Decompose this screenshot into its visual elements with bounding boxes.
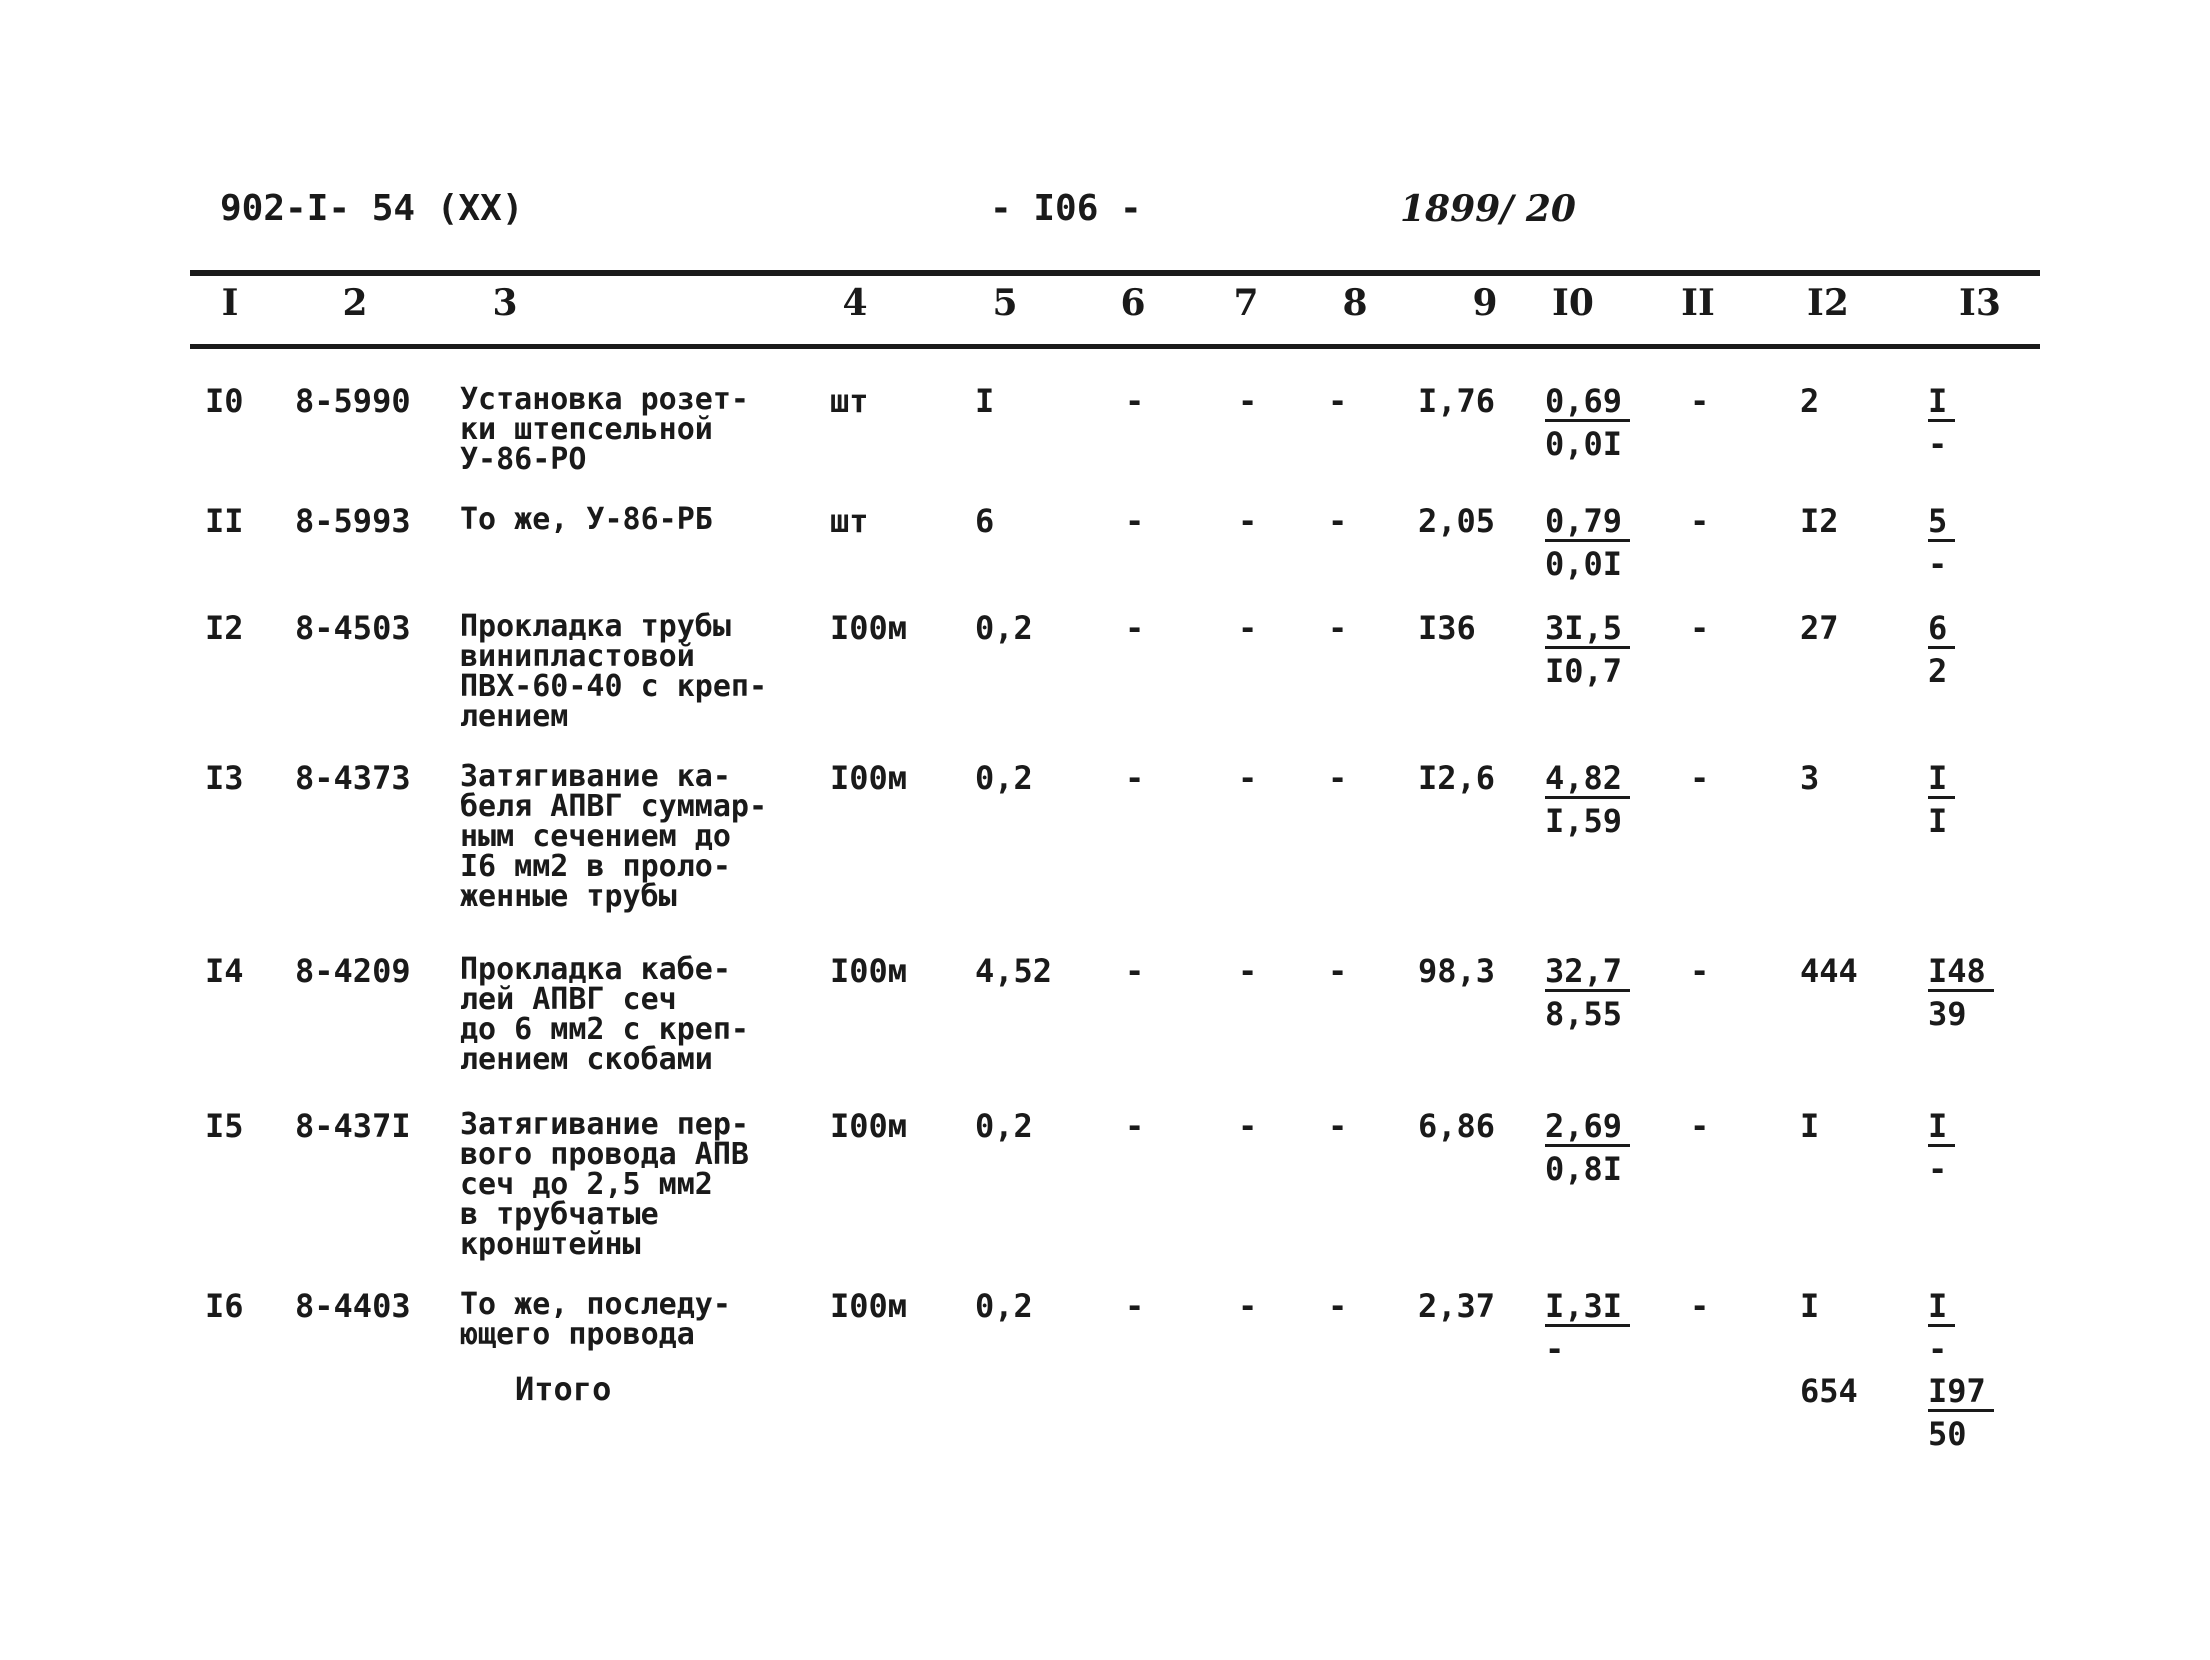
cell-c7: -	[1238, 502, 1258, 540]
fraction-denominator: -	[1928, 425, 1948, 463]
cell-c6: -	[1125, 609, 1145, 647]
cell-description	[460, 1107, 749, 1262]
cell-c1: I5	[205, 1107, 244, 1145]
cell-c7: -	[1238, 952, 1258, 990]
column-number: 5	[992, 282, 1018, 324]
column-number: 8	[1342, 282, 1368, 324]
cell-c9: 2,37	[1418, 1287, 1496, 1325]
fraction-numerator: 3I,5	[1545, 612, 1630, 649]
cell-c8: -	[1328, 609, 1348, 647]
cell-c2: 8-4403	[295, 1287, 411, 1325]
cell-c6: -	[1125, 382, 1145, 420]
handwritten-number: 1899/ 20	[1400, 188, 1576, 230]
cell-c9: 6,86	[1418, 1107, 1496, 1145]
column-number: 7	[1233, 282, 1259, 324]
cell-c2: 8-5990	[295, 382, 411, 420]
cell-c5: 0,2	[975, 609, 1033, 647]
header-rule	[190, 344, 2040, 349]
description-line: То же, последу-	[460, 1287, 731, 1322]
cell-c1: I0	[205, 382, 244, 420]
fraction-numerator: I,3I	[1545, 1290, 1630, 1327]
cell-c12: I	[1800, 1107, 1820, 1145]
column-number: II	[1681, 282, 1715, 324]
fraction-denominator: I0,7	[1545, 652, 1623, 690]
cell-c13-fraction	[1928, 502, 1955, 583]
cell-c6: -	[1125, 502, 1145, 540]
total-c13-den: 50	[1928, 1415, 1967, 1453]
total-c13	[1928, 1372, 1994, 1453]
fraction-denominator: -	[1545, 1330, 1565, 1368]
cell-description	[460, 502, 713, 537]
fraction-numerator: 0,69	[1545, 385, 1630, 422]
cell-c13-fraction	[1928, 1107, 1955, 1188]
description-line: Прокладка кабе-	[460, 952, 731, 987]
fraction-numerator: 5	[1928, 505, 1955, 542]
cell-c12: 3	[1800, 759, 1820, 797]
fraction-denominator: 39	[1928, 995, 1967, 1033]
cell-c4: I00м	[830, 609, 908, 647]
cell-c6: -	[1125, 1107, 1145, 1145]
total-label: Итого	[515, 1370, 612, 1408]
description-line: То же, У-86-РБ	[460, 502, 713, 537]
description-line: до 6 мм2 с креп-	[460, 1012, 749, 1047]
cell-c5: 0,2	[975, 759, 1033, 797]
cell-c13-fraction	[1928, 382, 1955, 463]
description-line: винипластовой	[460, 639, 695, 674]
cell-c2: 8-437I	[295, 1107, 411, 1145]
cell-c4: шт	[830, 502, 869, 540]
description-line: лением	[460, 699, 569, 734]
cell-c8: -	[1328, 759, 1348, 797]
cell-c10-fraction	[1545, 759, 1630, 840]
description-line: ным сечением до	[460, 819, 731, 854]
cell-c12: 2	[1800, 382, 1820, 420]
fraction-numerator: 32,7	[1545, 955, 1630, 992]
cell-c6: -	[1125, 1287, 1145, 1325]
cell-c9: I36	[1418, 609, 1476, 647]
description-line: лей АПВГ сеч	[460, 982, 677, 1017]
column-number: 4	[842, 282, 868, 324]
cell-c7: -	[1238, 1287, 1258, 1325]
top-rule	[190, 270, 2040, 276]
cell-c11: -	[1690, 382, 1710, 420]
total-c12: 654	[1800, 1372, 1858, 1410]
cell-c8: -	[1328, 1107, 1348, 1145]
fraction-numerator: I	[1928, 385, 1955, 422]
cell-c12: 27	[1800, 609, 1839, 647]
fraction-numerator: I	[1928, 1290, 1955, 1327]
fraction-numerator: 6	[1928, 612, 1955, 649]
fraction-numerator: 4,82	[1545, 762, 1630, 799]
column-number: 9	[1472, 282, 1498, 324]
cell-c1: II	[205, 502, 244, 540]
cell-description	[460, 952, 749, 1077]
cell-c1: I3	[205, 759, 244, 797]
fraction-denominator: I	[1928, 802, 1948, 840]
description-line: женные трубы	[460, 879, 677, 914]
cell-c11: -	[1690, 1287, 1710, 1325]
cell-c12: I2	[1800, 502, 1839, 540]
cell-c2: 8-4209	[295, 952, 411, 990]
description-line: У-86-РО	[460, 442, 587, 477]
fraction-denominator: I,59	[1545, 802, 1623, 840]
cell-c12: 444	[1800, 952, 1858, 990]
cell-c9: I2,6	[1418, 759, 1496, 797]
cell-c5: 0,2	[975, 1107, 1033, 1145]
column-number-header	[0, 282, 2210, 336]
cell-c11: -	[1690, 759, 1710, 797]
cell-c1: I4	[205, 952, 244, 990]
cell-c1: I6	[205, 1287, 244, 1325]
cell-c12: I	[1800, 1287, 1820, 1325]
fraction-numerator: 2,69	[1545, 1110, 1630, 1147]
cell-description	[460, 1287, 731, 1352]
cell-c8: -	[1328, 382, 1348, 420]
cell-c5: 6	[975, 502, 995, 540]
column-number: 2	[342, 282, 368, 324]
column-number: I0	[1552, 282, 1594, 324]
document-code: 902-I- 54 (XX)	[220, 188, 524, 229]
column-number: 3	[492, 282, 518, 324]
fraction-numerator: 0,79	[1545, 505, 1630, 542]
fraction-denominator: 0,0I	[1545, 545, 1623, 583]
cell-c2: 8-4373	[295, 759, 411, 797]
cell-description	[460, 609, 768, 734]
fraction-denominator: -	[1928, 1150, 1948, 1188]
cell-c10-fraction	[1545, 1287, 1630, 1368]
cell-c8: -	[1328, 952, 1348, 990]
column-number: I	[221, 282, 239, 324]
cell-c10-fraction	[1545, 952, 1630, 1033]
cell-c10-fraction	[1545, 1107, 1630, 1188]
cell-c8: -	[1328, 502, 1348, 540]
cell-c2: 8-4503	[295, 609, 411, 647]
fraction-denominator: -	[1928, 1330, 1948, 1368]
cell-c6: -	[1125, 759, 1145, 797]
description-line: ПВХ-60-40 с креп-	[460, 669, 768, 704]
description-line: беля АПВГ суммар-	[460, 789, 768, 824]
description-line: I6 мм2 в проло-	[460, 849, 731, 884]
cell-c8: -	[1328, 1287, 1348, 1325]
cell-c2: 8-5993	[295, 502, 411, 540]
fraction-denominator: 8,55	[1545, 995, 1623, 1033]
page-number: - I06 -	[990, 188, 1142, 229]
cell-c5: 4,52	[975, 952, 1053, 990]
fraction-denominator: 0,8I	[1545, 1150, 1623, 1188]
cell-c11: -	[1690, 609, 1710, 647]
description-line: Установка розет-	[460, 382, 749, 417]
description-line: сеч до 2,5 мм2	[460, 1167, 713, 1202]
cell-c1: I2	[205, 609, 244, 647]
description-line: лением скобами	[460, 1042, 713, 1077]
cell-c9: I,76	[1418, 382, 1496, 420]
cell-c11: -	[1690, 1107, 1710, 1145]
cell-c10-fraction	[1545, 609, 1630, 690]
description-line: в трубчатые	[460, 1197, 659, 1232]
description-line: ющего провода	[460, 1317, 695, 1352]
fraction-numerator: I48	[1928, 955, 1994, 992]
cell-c4: I00м	[830, 952, 908, 990]
cell-c5: 0,2	[975, 1287, 1033, 1325]
column-number: 6	[1120, 282, 1146, 324]
description-line: кронштейны	[460, 1227, 641, 1262]
cell-c13-fraction	[1928, 759, 1955, 840]
cell-c7: -	[1238, 1107, 1258, 1145]
cell-c5: I	[975, 382, 995, 420]
column-number: I3	[1959, 282, 2001, 324]
total-c13-num: I97	[1928, 1375, 1994, 1412]
cell-c4: I00м	[830, 1107, 908, 1145]
cell-c10-fraction	[1545, 502, 1630, 583]
cell-c9: 98,3	[1418, 952, 1496, 990]
description-line: вого провода АПВ	[460, 1137, 749, 1172]
description-line: ки штепсельной	[460, 412, 713, 447]
cell-description	[460, 759, 768, 914]
cell-c13-fraction	[1928, 1287, 1955, 1368]
fraction-denominator: 2	[1928, 652, 1948, 690]
cell-c4: I00м	[830, 1287, 908, 1325]
fraction-denominator: 0,0I	[1545, 425, 1623, 463]
fraction-denominator: -	[1928, 545, 1948, 583]
cell-c6: -	[1125, 952, 1145, 990]
cell-c10-fraction	[1545, 382, 1630, 463]
description-line: Затягивание пер-	[460, 1107, 749, 1142]
description-line: Затягивание ка-	[460, 759, 731, 794]
cell-c13-fraction	[1928, 609, 1955, 690]
cell-c4: I00м	[830, 759, 908, 797]
cell-c9: 2,05	[1418, 502, 1496, 540]
cell-c7: -	[1238, 759, 1258, 797]
cell-c7: -	[1238, 609, 1258, 647]
column-number: I2	[1807, 282, 1849, 324]
cell-description	[460, 382, 749, 477]
cell-c11: -	[1690, 952, 1710, 990]
fraction-numerator: I	[1928, 1110, 1955, 1147]
description-line: Прокладка трубы	[460, 609, 731, 644]
cell-c13-fraction	[1928, 952, 1994, 1033]
fraction-numerator: I	[1928, 762, 1955, 799]
cell-c7: -	[1238, 382, 1258, 420]
cell-c11: -	[1690, 502, 1710, 540]
cell-c4: шт	[830, 382, 869, 420]
